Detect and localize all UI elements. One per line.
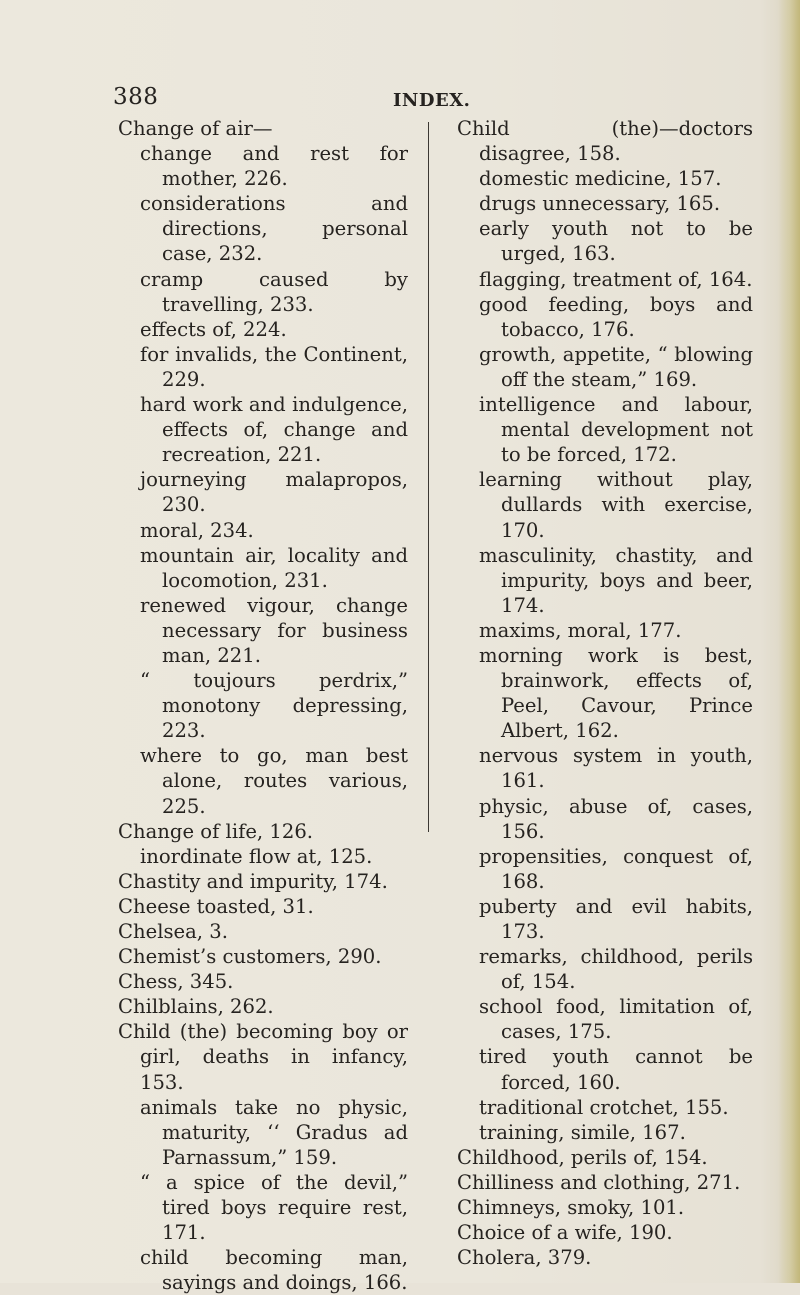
page-number: 388 [113, 84, 159, 110]
column-divider [428, 122, 429, 832]
index-entry: Childhood, perils of, 154. [457, 1145, 708, 1169]
index-subentry: masculinity, chastity, and impurity, boys and beer, 174. [479, 543, 753, 617]
index-subentry: animals take no physic, maturity, ‘‘ Gradus ad Parnassum,” 159. [140, 1095, 408, 1169]
index-entry: Change of air— [118, 117, 273, 140]
index-column-right [457, 116, 753, 1270]
index-entry: Chilliness and clothing, 271. [457, 1170, 741, 1194]
index-entry: Chess, 345. [118, 970, 234, 994]
index-subentry: moral, 234. [140, 518, 254, 542]
index-subentry: mountain air, locality and locomotion, 231. [140, 543, 408, 592]
index-entry: Choice of a wife, 190. [457, 1221, 673, 1245]
index-subentry: puberty and evil habits, 173. [479, 894, 753, 943]
index-subentry: renewed vigour, change necessary for business man, 221. [140, 593, 408, 667]
index-subentry: learning without play, dullards with exercise, 170. [479, 468, 753, 542]
index-subentry: morning work is best, brainwork, effects of, Peel, Cavour, Prince Albert, 162. [479, 643, 753, 743]
index-subentry: tired youth cannot be forced, 160. [479, 1045, 753, 1094]
index-subentry: journeying malapropos, 230. [140, 468, 408, 517]
index-entry: Cholera, 379. [457, 1246, 592, 1270]
index-entry: Chelsea, 3. [118, 920, 228, 943]
index-subentry: “ toujours perdrix,” monotony depressing, 223. [140, 669, 408, 743]
index-subentry: drugs unnecessary, 165. [479, 192, 721, 216]
index-subentry: inordinate flow at, 125. [140, 844, 373, 868]
page-edge-shadow [778, 0, 800, 1283]
index-subentry: change and rest for mother, 226. [140, 142, 408, 191]
index-subentry: flagging, treatment of, 164. [479, 267, 753, 291]
index-subentry: maxims, moral, 177. [479, 618, 682, 642]
index-column-left [118, 116, 408, 1295]
running-title: INDEX. [393, 90, 471, 111]
index-subentry: child becoming man, sayings and doings, 166. [140, 1246, 408, 1295]
index-entry: Change of life, 126. [118, 819, 314, 843]
index-subentry: effects of, 224. [140, 317, 287, 341]
index-subentry: growth, appetite, “ blowing off the steam,” 169. [479, 342, 753, 391]
index-subentry: early youth not to be urged, 163. [479, 217, 753, 266]
index-subentry: for invalids, the Continent, 229. [140, 342, 408, 391]
index-subentry: cramp caused by travelling, 233. [140, 267, 408, 316]
index-subentry: training, simile, 167. [479, 1120, 686, 1144]
index-subentry: “ a spice of the devil,” tired boys require rest, 171. [140, 1170, 408, 1245]
index-subentry: hard work and indulgence, effects of, change and recreation, 221. [140, 393, 408, 467]
index-subentry: good feeding, boys and tobacco, 176. [479, 292, 753, 341]
index-subentry: remarks, childhood, perils of, 154. [479, 945, 753, 994]
index-entry: Child (the) becoming boy or girl, deaths in infancy, 153. [118, 1020, 408, 1094]
index-entry: Chilblains, 262. [118, 995, 274, 1019]
index-subentry: where to go, man best alone, routes various, 225. [140, 744, 408, 818]
index-entry: Chastity and impurity, 174. [118, 869, 388, 893]
index-subentry: considerations and directions, personal case, 232. [140, 192, 408, 266]
index-entry: Chemist’s customers, 290. [118, 945, 382, 969]
index-subentry: domestic medicine, 157. [479, 167, 722, 191]
index-subentry: traditional crotchet, 155. [479, 1095, 729, 1119]
index-subentry: intelligence and labour, mental development not to be forced, 172. [479, 393, 753, 467]
index-subentry: nervous system in youth, 161. [479, 744, 753, 793]
index-entry: Chimneys, smoky, 101. [457, 1196, 685, 1220]
index-entry: Cheese toasted, 31. [118, 894, 314, 918]
index-subentry: physic, abuse of, cases, 156. [479, 794, 753, 843]
index-subentry: propensities, conquest of, 168. [479, 844, 753, 893]
index-entry: Child (the)—doctors disagree, 158. [457, 117, 753, 166]
index-subentry: school food, limitation of, cases, 175. [479, 995, 753, 1044]
